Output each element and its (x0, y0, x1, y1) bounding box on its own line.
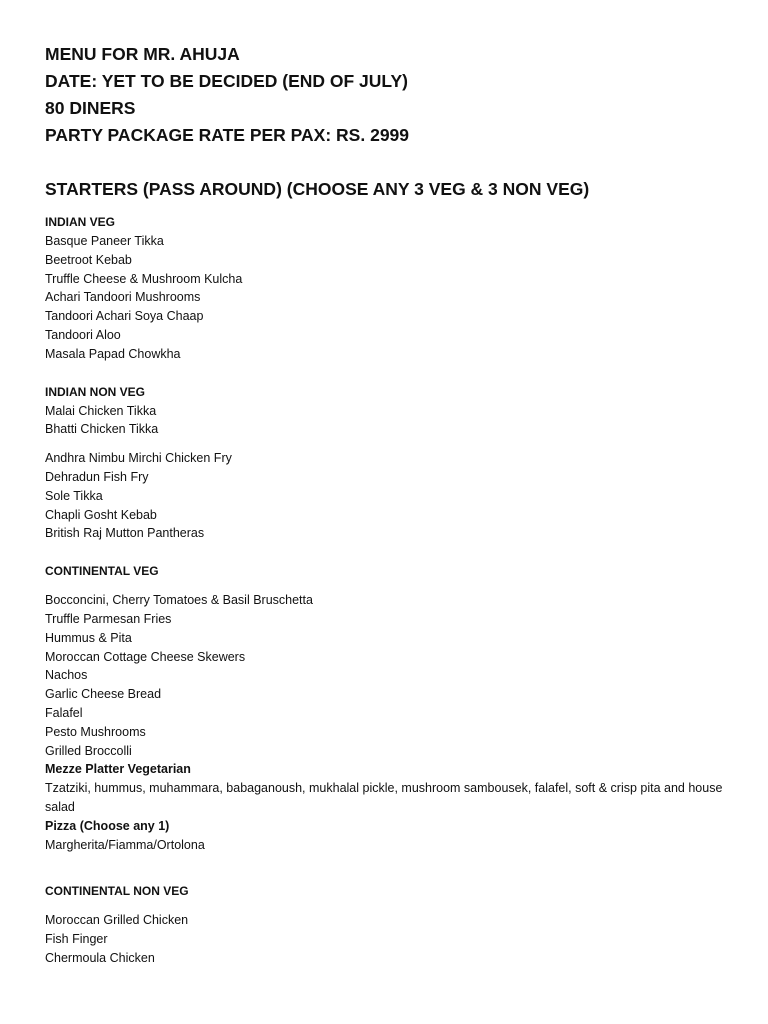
list-item: Masala Papad Chowkha (45, 346, 181, 361)
list-item: Andhra Nimbu Mirchi Chicken Fry (45, 451, 232, 466)
continental-veg-list (45, 591, 745, 854)
list-item: Chermoula Chicken (45, 950, 155, 965)
pizza-title: Pizza (Choose any 1) (45, 818, 170, 833)
menu-date: DATE: YET TO BE DECIDED (END OF JULY) (45, 71, 409, 91)
list-item: Truffle Cheese & Mushroom Kulcha (45, 271, 243, 286)
menu-document (45, 41, 745, 968)
list-item: Pesto Mushrooms (45, 724, 146, 739)
list-item: Beetroot Kebab (45, 252, 132, 267)
list-item: Truffle Parmesan Fries (45, 611, 172, 626)
mezze-platter-title: Mezze Platter Vegetarian (45, 762, 191, 777)
section-title-continental-non-veg: CONTINENTAL NON VEG (45, 884, 189, 899)
menu-title: MENU FOR MR. AHUJA (45, 44, 240, 64)
package-rate: PARTY PACKAGE RATE PER PAX: RS. 2999 (45, 125, 410, 145)
list-item: Moroccan Grilled Chicken (45, 913, 189, 928)
continental-non-veg-list (45, 911, 745, 967)
section-title-indian-non-veg: INDIAN NON VEG (45, 384, 146, 399)
starters-heading: STARTERS (PASS AROUND) (CHOOSE ANY 3 VEG & 3 NON VEG) (45, 179, 590, 199)
section-title-continental-veg: CONTINENTAL VEG (45, 564, 159, 579)
list-item: British Raj Mutton Pantheras (45, 526, 205, 541)
list-item: Hummus & Pita (45, 630, 132, 645)
diner-count: 80 DINERS (45, 98, 136, 118)
indian-non-veg-list-b (45, 449, 745, 543)
list-item: Grilled Broccolli (45, 743, 132, 758)
list-item: Nachos (45, 668, 88, 683)
list-item: Fish Finger (45, 932, 108, 947)
list-item: Moroccan Cottage Cheese Skewers (45, 649, 246, 664)
list-item: Bocconcini, Cherry Tomatoes & Basil Bruschetta (45, 593, 313, 608)
list-item: Tandoori Achari Soya Chaap (45, 309, 204, 324)
list-item: Dehradun Fish Fry (45, 469, 149, 484)
mezze-platter-description: Tzatziki, hummus, muhammara, babaganoush, mukhalal pickle, mushroom sambousek, falafel, soft & crisp pita and house salad (45, 781, 723, 814)
list-item: Achari Tandoori Mushrooms (45, 290, 201, 305)
list-item: Basque Paneer Tikka (45, 234, 164, 248)
list-item: Chapli Gosht Kebab (45, 507, 157, 522)
list-item: Bhatti Chicken Tikka (45, 422, 159, 437)
list-item: Falafel (45, 705, 83, 720)
list-item: Malai Chicken Tikka (45, 403, 157, 418)
indian-non-veg-list-a (45, 402, 745, 440)
indian-veg-list (45, 232, 745, 364)
list-item: Sole Tikka (45, 488, 103, 503)
pizza-options: Margherita/Fiamma/Ortolona (45, 837, 205, 852)
list-item: Tandoori Aloo (45, 327, 121, 342)
list-item: Garlic Cheese Bread (45, 687, 162, 702)
section-title-indian-veg: INDIAN VEG (45, 215, 116, 229)
